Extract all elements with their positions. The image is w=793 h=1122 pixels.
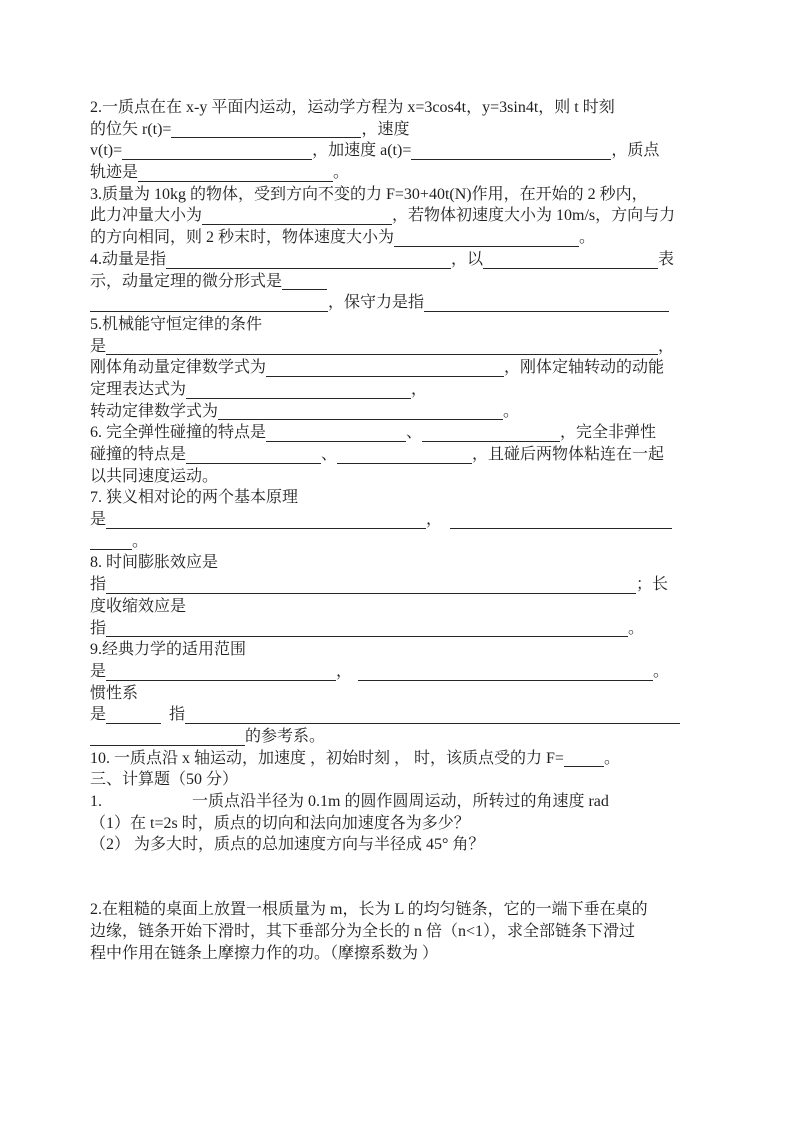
text-run: 9.经典力学的适用范围: [90, 641, 247, 659]
text-run: 度收缩效应是: [90, 597, 187, 615]
text-run: 以共同速度运动。: [90, 467, 219, 485]
text-run: 碰撞的特点是: [90, 446, 187, 463]
document-line: [90, 162, 685, 184]
fill-in-blank: [90, 294, 328, 312]
text-run: 三、计算题（50 分）: [90, 771, 239, 789]
text-run: 的方向相同，则 2 秒末时，物体速度大小为: [90, 229, 395, 247]
text-run: 。: [503, 402, 520, 420]
text-run: 1.: [90, 793, 102, 810]
fill-in-blank: [564, 749, 604, 767]
empty-line: [90, 878, 685, 900]
fill-in-blank: [424, 294, 669, 312]
fill-in-blank: [171, 120, 361, 138]
text-run: 7. 狭义相对论的两个基本原理: [90, 489, 299, 507]
text-run: 刚体角动量定律数学式为: [90, 359, 267, 377]
document-line: [90, 271, 685, 293]
document-line: [90, 596, 685, 618]
fill-in-blank: [202, 207, 392, 225]
document-line: [90, 791, 685, 813]
fill-in-blank: [106, 576, 636, 594]
document-line: [90, 552, 685, 574]
document-line: [90, 205, 685, 227]
document-line: [90, 357, 685, 379]
text-run: 此力冲量大小为: [90, 207, 203, 225]
document-line: [90, 97, 685, 119]
text-run: ，以: [451, 250, 484, 268]
fill-in-blank: [266, 359, 504, 377]
text-run: 指: [90, 619, 107, 637]
fill-in-blank: [411, 142, 611, 160]
text-run: 。: [579, 229, 596, 247]
fill-in-blank: [282, 272, 327, 290]
text-run: 、: [406, 424, 423, 442]
document-line: [90, 444, 685, 466]
document-line: [90, 943, 685, 965]
text-run: ，: [426, 511, 443, 529]
fill-in-blank: [90, 728, 245, 746]
empty-line: [90, 856, 685, 878]
text-run: 4.动量是指: [90, 250, 167, 268]
text-run: ，若物体初速度大小为 10m/s，方向与力: [392, 207, 676, 225]
document-line: [90, 683, 685, 705]
spacer: [161, 718, 169, 719]
text-run: 5.机械能守恒定律的条件: [90, 315, 263, 333]
spacer: [102, 805, 192, 806]
text-run: 指: [90, 576, 107, 594]
text-run: 是: [90, 662, 107, 680]
document-line: [90, 466, 685, 488]
text-run: 程中作用在链条上摩擦力作的功。（摩擦系数为 ）: [90, 944, 439, 962]
text-run: 边缘，链条开始下滑时，其下垂部分为全长的 n 倍（n<1），求全部链条下滑过: [90, 923, 636, 941]
text-run: 。: [132, 532, 149, 550]
document-line: [90, 379, 685, 401]
text-run: 。: [333, 164, 350, 182]
document-line: [90, 574, 685, 596]
fill-in-blank: [106, 511, 426, 529]
text-run: 10. 一质点沿 x 轴运动，加速度 ，初始时刻 ， 时，该质点受的力 F=: [90, 749, 564, 767]
fill-in-blank: [106, 619, 628, 637]
text-run: 轨迹是: [90, 164, 139, 182]
text-run: 。: [603, 749, 620, 767]
text-run: 指: [169, 706, 186, 724]
fill-in-blank: [218, 402, 503, 420]
fill-in-blank: [358, 663, 653, 681]
document-line: [90, 184, 685, 206]
text-run: 6. 完全弹性碰撞的特点是: [90, 424, 267, 442]
text-run: （1）在 t=2s 时，质点的切向和法向加速度各为多少？: [90, 814, 470, 832]
text-run: ，刚体定轴转动的动能: [504, 359, 665, 377]
text-run: 表: [658, 250, 675, 268]
text-run: 。: [653, 662, 670, 680]
fill-in-blank: [483, 251, 658, 269]
document-line: [90, 422, 685, 444]
document-line: [90, 401, 685, 423]
fill-in-blank: [166, 251, 451, 269]
fill-in-blank: [138, 164, 333, 182]
text-run: 的位矢 r(t)=: [90, 120, 172, 138]
document-line: [90, 119, 685, 141]
text-run: ；长: [636, 576, 669, 594]
text-run: ，速度: [361, 120, 410, 138]
text-run: ，保守力是指: [328, 294, 425, 312]
document-body: [90, 97, 685, 965]
fill-in-blank: [106, 337, 658, 355]
text-run: 的参考系。: [245, 727, 326, 745]
text-run: ，完全非弹性: [560, 424, 657, 442]
text-run: （2） 为多大时，质点的总加速度方向与半径成 45° 角？: [90, 836, 485, 854]
fill-in-blank: [450, 511, 672, 529]
text-run: 2.一质点在在 x-y 平面内运动，运动学方程为 x=3cos4t，y=3sin4t，则 t 时刻: [90, 99, 615, 116]
text-run: 示，动量定理的微分形式是: [90, 272, 283, 290]
fill-in-blank: [90, 532, 132, 550]
text-run: ，: [658, 337, 675, 355]
document-line: [90, 227, 685, 249]
text-run: 、: [321, 446, 338, 463]
document-line: [90, 639, 685, 661]
document-line: [90, 531, 685, 553]
text-run: 是: [90, 706, 107, 724]
text-run: 是: [90, 511, 107, 529]
fill-in-blank: [106, 706, 161, 724]
document-line: [90, 704, 685, 726]
document-line: [90, 899, 685, 921]
document-line: [90, 140, 685, 162]
text-run: 。: [628, 619, 645, 637]
document-line: [90, 336, 685, 358]
document-line: [90, 748, 685, 770]
fill-in-blank: [266, 424, 406, 442]
text-run: ，质点: [611, 142, 660, 160]
text-run: 3.质量为 10kg 的物体，受到方向不变的力 F=30+40t(N)作用，在开始的 2 秒内，: [90, 185, 648, 203]
text-run: 定理表达式为: [90, 380, 187, 398]
fill-in-blank: [186, 381, 411, 399]
document-line: [90, 292, 685, 314]
text-run: ，加速度 a(t)=: [312, 142, 412, 160]
document-line: [90, 249, 685, 271]
document-line: [90, 813, 685, 835]
document-line: [90, 834, 685, 856]
fill-in-blank: [422, 424, 560, 442]
fill-in-blank: [106, 663, 336, 681]
text-run: 一质点沿半径为 0.1m 的圆作圆周运动，所转过的角速度 rad: [192, 793, 609, 810]
text-run: 转动定律数学式为: [90, 402, 219, 420]
document-line: [90, 314, 685, 336]
text-run: 是: [90, 337, 107, 355]
document-line: [90, 487, 685, 509]
document-line: [90, 509, 685, 531]
fill-in-blank: [394, 229, 579, 247]
document-line: [90, 661, 685, 683]
text-run: 2.在粗糙的桌面上放置一根质量为 m，长为 L 的均匀链条，它的一端下垂在桌的: [90, 901, 648, 919]
text-run: 惯性系: [90, 684, 139, 702]
spacer: [442, 523, 450, 524]
text-run: 8. 时间膨胀效应是: [90, 554, 219, 572]
text-run: ，: [336, 662, 353, 680]
text-run: v(t)=: [90, 142, 123, 160]
document-line: [90, 921, 685, 943]
text-run: ，: [411, 380, 428, 398]
fill-in-blank: [185, 706, 680, 724]
document-line: [90, 769, 685, 791]
fill-in-blank: [337, 446, 472, 464]
fill-in-blank: [186, 446, 321, 464]
document-line: [90, 726, 685, 748]
fill-in-blank: [122, 142, 312, 160]
text-run: ，且碰后两物体粘连在一起: [472, 446, 665, 463]
document-line: [90, 618, 685, 640]
